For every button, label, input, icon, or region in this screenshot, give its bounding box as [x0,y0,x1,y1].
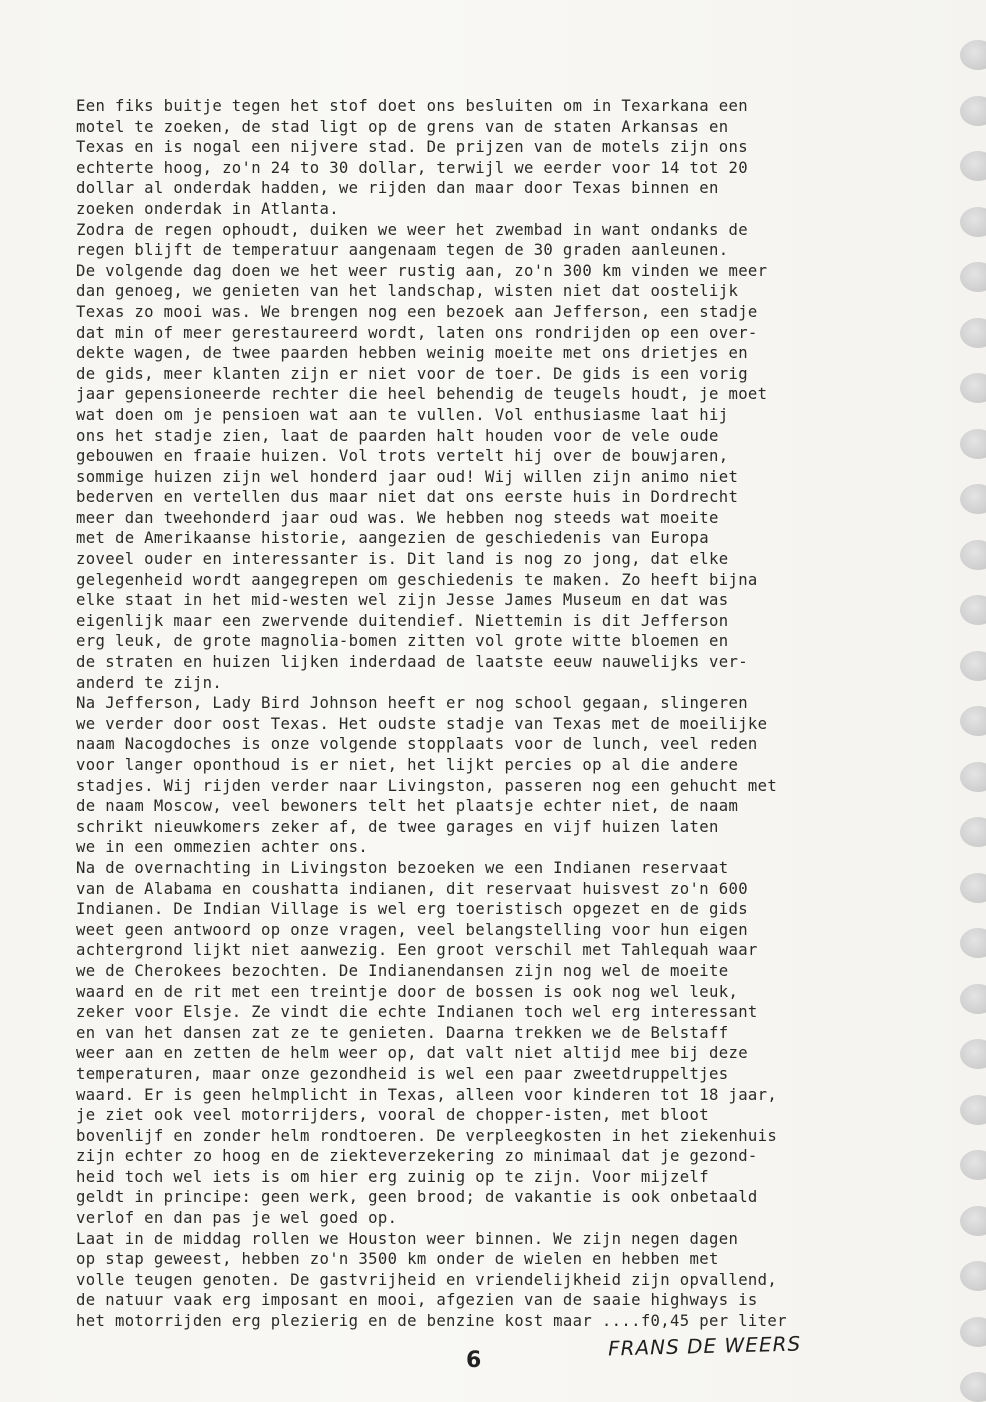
text-line: Texas zo mooi was. We brengen nog een bezoek aan Jefferson, een stadje [76,302,758,321]
text-line: bovenlijf en zonder helm rondtoeren. De verpleegkosten in het ziekenhuis [76,1126,778,1145]
text-line: gelegenheid wordt aangegrepen om geschiedenis te maken. Zo heeft bijna [76,570,758,589]
text-line: en van het dansen zat ze te genieten. Daarna trekken we de Belstaff [76,1023,729,1042]
text-line: volle teugen genoten. De gastvrijheid en vriendelijkheid zijn opvallend, [76,1270,778,1289]
text-line: motel te zoeken, de stad ligt op de grens van de staten Arkansas en [76,117,729,136]
text-line: Texas en is nogal een nijvere stad. De prijzen van de motels zijn ons [76,138,748,157]
punch-hole [960,1261,986,1291]
text-line: meer dan tweehonderd jaar oud was. We hebben nog steeds wat moeite [76,508,719,527]
text-line: je ziet ook veel motorrijders, vooral de chopper-isten, met bloot [76,1106,709,1125]
text-line: we de Cherokees bezochten. De Indianendansen zijn nog wel de moeite [76,961,729,980]
punch-hole [960,151,986,181]
punch-hole [960,40,986,70]
text-line: temperaturen, maar onze gezondheid is wel een paar zweetdruppeltjes [76,1064,729,1083]
text-line: weet geen antwoord op onze vragen, veel belangstelling voor hun eigen [76,920,748,939]
text-line: we in een ommezien achter ons. [76,838,369,857]
text-line: waard en de rit met een treintje door de bossen is ook nog wel leuk, [76,982,739,1001]
punch-hole [960,96,986,126]
text-line: achtergrond lijkt niet aanwezig. Een groot verschil met Tahlequah waar [76,941,758,960]
text-line: de naam Moscow, veel bewoners telt het plaatsje echter niet, de naam [76,797,739,816]
punch-hole [960,928,986,958]
text-line: De volgende dag doen we het weer rustig aan, zo'n 300 km vinden we meer [76,261,768,280]
text-line: de gids, meer klanten zijn er niet voor de toer. De gids is een vorig [76,364,748,383]
text-line: regen blijft de temperatuur aangenaam tegen de 30 graden aanleunen. [76,241,729,260]
text-line: geldt in principe: geen werk, geen brood; de vakantie is ook onbetaald [76,1188,758,1207]
text-line: Indianen. De Indian Village is wel erg toeristisch opgezet en de gids [76,900,748,919]
text-line: de natuur vaak erg imposant en mooi, afgezien van de saaie highways is [76,1291,758,1310]
punch-hole [960,429,986,459]
punch-hole [960,1150,986,1180]
text-line: heid toch wel iets is om hier erg zuinig op te zijn. Voor mijzelf [76,1167,709,1186]
punch-hole [960,595,986,625]
punch-hole [960,373,986,403]
author-signature: FRANS DE WEERS [607,1331,802,1361]
punch-hole [960,873,986,903]
punch-hole [960,984,986,1014]
text-line: dan genoeg, we genieten van het landschap, wisten niet dat oostelijk [76,282,739,301]
text-line: Zodra de regen ophoudt, duiken we weer het zwembad in want ondanks de [76,220,748,239]
text-line: gebouwen en fraaie huizen. Vol trots vertelt hij over de bouwjaren, [76,447,729,466]
punch-hole [960,817,986,847]
text-line: zoeken onderdak in Atlanta. [76,199,339,218]
text-line: zijn echter zo hoog en de ziekteverzekering zo minimaal dat je gezond- [76,1147,758,1166]
text-line: Een fiks buitje tegen het stof doet ons besluiten om in Texarkana een [76,97,748,115]
text-line: op stap geweest, hebben zo'n 3500 km onder de wielen en hebben met [76,1250,719,1269]
punch-hole [960,262,986,292]
text-line: anderd te zijn. [76,673,223,692]
text-line: erg leuk, de grote magnolia-bomen zitten vol grote witte bloemen en [76,632,729,651]
article-body [76,96,936,1332]
text-line: Laat in de middag rollen we Houston weer binnen. We zijn negen dagen [76,1229,739,1248]
punch-hole [960,318,986,348]
text-line: weer aan en zetten de helm weer op, dat valt niet altijd mee bij deze [76,1044,748,1063]
punch-hole [960,706,986,736]
text-line: verlof en dan pas je wel goed op. [76,1209,398,1228]
text-line: van de Alabama en coushatta indianen, dit reservaat huisvest zo'n 600 [76,879,748,898]
text-line: wat doen om je pensioen wat aan te vullen. Vol enthusiasme laat hij [76,405,729,424]
text-line: het motorrijden erg plezierig en de benzine kost maar ....f0,45 per liter [76,1312,787,1331]
text-line: Na Jefferson, Lady Bird Johnson heeft er nog school gegaan, slingeren [76,694,748,713]
text-line: ons het stadje zien, laat de paarden halt houden voor de vele oude [76,426,719,445]
text-line: stadjes. Wij rijden verder naar Livingston, passeren nog een gehucht met [76,776,778,795]
punch-hole [960,762,986,792]
text-line: eigenlijk maar een zwervende duitendief. Niettemin is dit Jefferson [76,611,729,630]
text-line: sommige huizen zijn wel honderd jaar oud! Wij willen zijn animo niet [76,467,739,486]
text-line: met de Amerikaanse historie, aangezien de geschiedenis van Europa [76,529,709,548]
text-line: echterte hoog, zo'n 24 to 30 dollar, terwijl we eerder voor 14 tot 20 [76,158,748,177]
text-line: dollar al onderdak hadden, we rijden dan maar door Texas binnen en [76,179,719,198]
text-line: schrikt nieuwkomers zeker af, de twee garages en vijf huizen laten [76,817,719,836]
punch-hole [960,1372,986,1402]
punch-hole [960,1206,986,1236]
punch-hole [960,651,986,681]
text-line: zoveel ouder en interessanter is. Dit land is nog zo jong, dat elke [76,550,729,569]
punch-hole [960,1317,986,1347]
text-line: we verder door oost Texas. Het oudste stadje van Texas met de moeilijke [76,714,768,733]
text-line: waard. Er is geen helmplicht in Texas, alleen voor kinderen tot 18 jaar, [76,1085,778,1104]
punch-hole [960,540,986,570]
text-line: dat min of meer gerestaureerd wordt, laten ons rondrijden op een over- [76,323,758,342]
text-line: dekte wagen, de twee paarden hebben weinig moeite met ons drietjes en [76,344,748,363]
text-line: Na de overnachting in Livingston bezoeken we een Indianen reservaat [76,858,729,877]
text-line: naam Nacogdoches is onze volgende stopplaats voor de lunch, veel reden [76,735,758,754]
punch-hole [960,1039,986,1069]
punch-hole [960,207,986,237]
punch-hole [960,1095,986,1125]
punch-hole [960,484,986,514]
text-line: elke staat in het mid-westen wel zijn Jesse James Museum en dat was [76,591,729,610]
text-line: de straten en huizen lijken inderdaad de laatste eeuw nauwelijks ver- [76,653,748,672]
text-line: bederven en vertellen dus maar niet dat ons eerste huis in Dordrecht [76,488,739,507]
page-number: 6 [466,1348,482,1373]
text-line: jaar gepensioneerde rechter die heel behendig de teugels houdt, je moet [76,385,768,404]
binder-punch-holes [956,40,986,1400]
text-line: voor langer oponthoud is er niet, het lijkt percies op al die andere [76,756,739,774]
text-line: zeker voor Elsje. Ze vindt die echte Indianen toch wel erg interessant [76,1003,758,1022]
